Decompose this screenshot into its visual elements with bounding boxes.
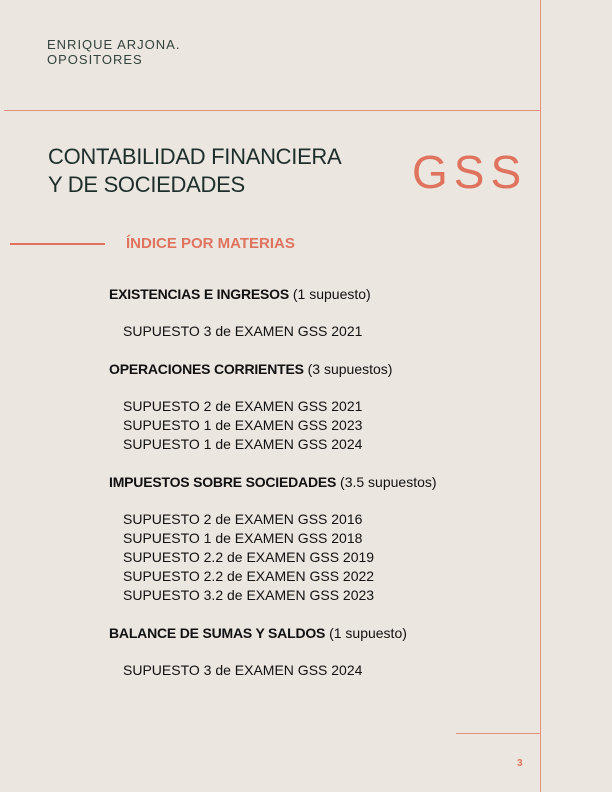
section-heading: [109, 624, 529, 643]
list-item: SUPUESTO 1 de EXAMEN GSS 2024: [123, 436, 363, 452]
footer-rule: [456, 733, 540, 734]
gss-badge: GSS: [412, 146, 528, 198]
section-count: (3.5 supuestos): [340, 474, 437, 490]
list-item: SUPUESTO 3.2 de EXAMEN GSS 2023: [123, 587, 375, 603]
section-count: (3 supuestos): [307, 361, 393, 377]
brand-line-2: OPOSITORES: [47, 52, 143, 67]
section-heading: [109, 473, 529, 492]
section: [109, 473, 529, 605]
list-item: SUPUESTO 3 de EXAMEN GSS 2021: [123, 323, 363, 339]
vertical-rule: [540, 0, 541, 792]
section-title: BALANCE DE SUMAS Y SALDOS: [109, 625, 326, 641]
list-item: SUPUESTO 1 de EXAMEN GSS 2018: [123, 530, 363, 546]
section-items: [109, 661, 529, 680]
brand-line-1: ENRIQUE ARJONA.: [47, 37, 181, 52]
section-count: (1 supuesto): [292, 286, 371, 302]
list-item: SUPUESTO 1 de EXAMEN GSS 2023: [123, 417, 363, 433]
section-count: (1 supuesto): [329, 625, 407, 641]
section-heading: [109, 285, 529, 304]
section-items: [109, 322, 529, 341]
section-title: EXISTENCIAS E INGRESOS: [109, 286, 289, 302]
section: [109, 285, 529, 341]
section-heading: [109, 360, 529, 379]
list-item: SUPUESTO 3 de EXAMEN GSS 2024: [123, 662, 363, 678]
index-accent-line: [10, 243, 105, 245]
list-item: SUPUESTO 2 de EXAMEN GSS 2021: [123, 398, 363, 414]
page-number: 3: [517, 758, 523, 769]
index-title: ÍNDICE POR MATERIAS: [126, 235, 295, 252]
brand-logo: [47, 37, 180, 67]
list-item: SUPUESTO 2.2 de EXAMEN GSS 2019: [123, 549, 375, 565]
section: [109, 624, 529, 680]
section-title: IMPUESTOS SOBRE SOCIEDADES: [109, 474, 337, 490]
section-items: [109, 510, 529, 605]
index-content: [109, 285, 529, 699]
list-item: SUPUESTO 2 de EXAMEN GSS 2016: [123, 511, 363, 527]
section-title: OPERACIONES CORRIENTES: [109, 361, 304, 377]
title-line-1: CONTABILIDAD FINANCIERA: [48, 144, 342, 169]
header-rule: [4, 110, 540, 111]
list-item: SUPUESTO 2.2 de EXAMEN GSS 2022: [123, 568, 375, 584]
title-line-2: Y DE SOCIEDADES: [48, 172, 245, 197]
section-items: [109, 397, 529, 454]
section: [109, 360, 529, 454]
page-title: [48, 143, 341, 199]
